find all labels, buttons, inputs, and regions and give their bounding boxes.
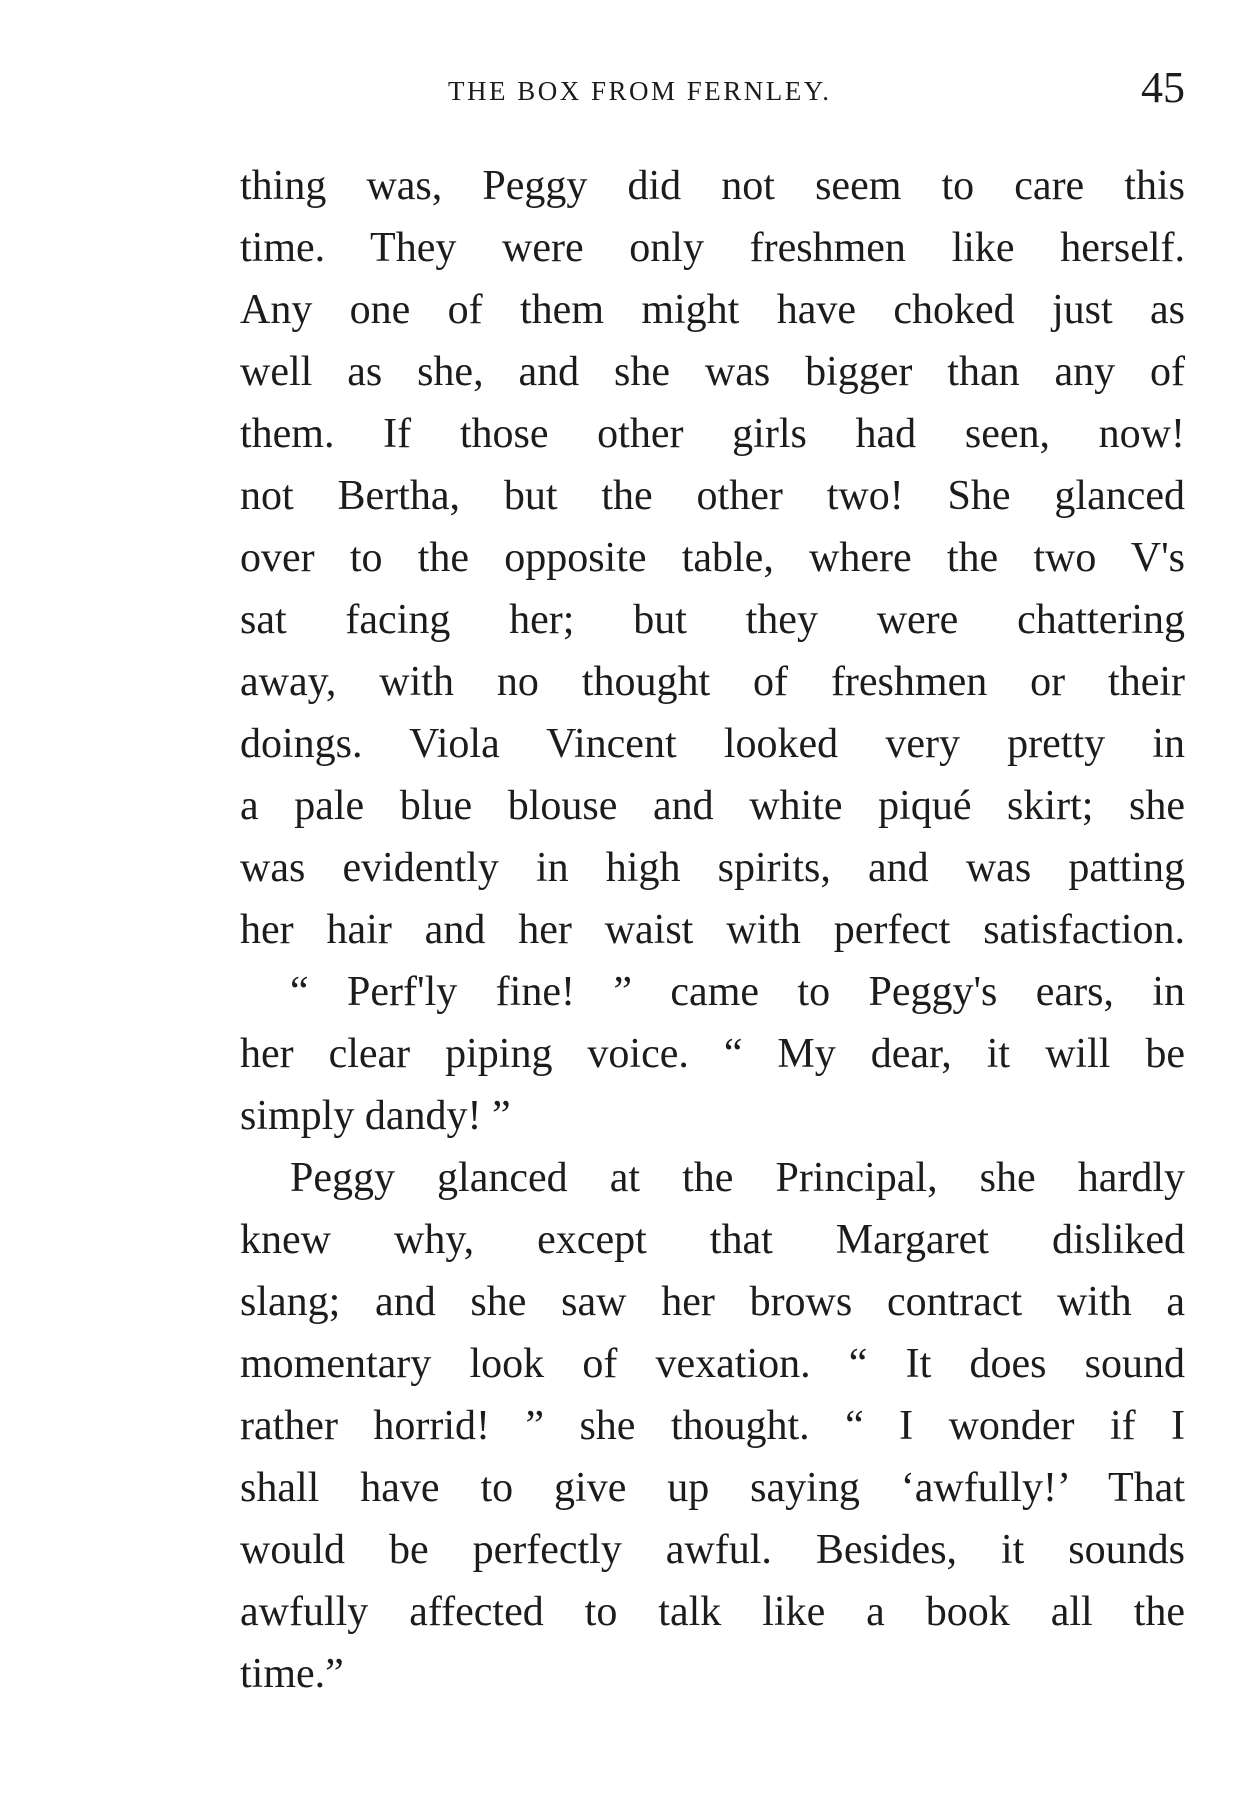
text-line: slang; and she saw her brows contract with a	[240, 1279, 1185, 1325]
text-line: well as she, and she was bigger than any of	[240, 349, 1185, 395]
text-line: doings. Viola Vincent looked very pretty in	[240, 721, 1185, 767]
text-line: awfully affected to talk like a book all the	[240, 1589, 1185, 1635]
text-line: would be perfectly awful. Besides, it sounds	[240, 1527, 1185, 1573]
text-line: over to the opposite table, where the two V's	[240, 535, 1185, 581]
text-line: her hair and her waist with perfect satisfaction.	[240, 907, 1185, 953]
text-line: thing was, Peggy did not seem to care this	[240, 163, 1185, 209]
text-line: momentary look of vexation. “ It does sound	[240, 1341, 1185, 1387]
text-line: away, with no thought of freshmen or their	[240, 659, 1185, 705]
text-line: knew why, except that Margaret disliked	[240, 1217, 1185, 1263]
text-line: her clear piping voice. “ My dear, it will be	[240, 1031, 1185, 1077]
text-line: shall have to give up saying ‘awfully!’ That	[240, 1465, 1185, 1511]
text-line: not Bertha, but the other two! She glanced	[240, 473, 1185, 519]
body-text	[240, 155, 1185, 1705]
text-line: was evidently in high spirits, and was patting	[240, 845, 1185, 891]
page-number: 45	[1141, 63, 1185, 112]
running-title: THE BOX FROM FERNLEY.	[448, 76, 832, 106]
text-line: time. They were only freshmen like herself.	[240, 225, 1185, 271]
text-line: Peggy glanced at the Principal, she hardly	[290, 1155, 1185, 1201]
text-line: simply dandy! ”	[240, 1093, 511, 1139]
text-line: a pale blue blouse and white piqué skirt; she	[240, 783, 1185, 829]
text-line: rather horrid! ” she thought. “ I wonder if I	[240, 1403, 1185, 1449]
text-line: “ Perf'ly fine! ” came to Peggy's ears, in	[290, 969, 1185, 1015]
text-line: them. If those other girls had seen, now!	[240, 411, 1185, 457]
text-line: sat facing her; but they were chattering	[240, 597, 1185, 643]
running-head	[240, 62, 1185, 122]
text-line: Any one of them might have choked just as	[240, 287, 1185, 333]
text-line: time.”	[240, 1651, 344, 1697]
